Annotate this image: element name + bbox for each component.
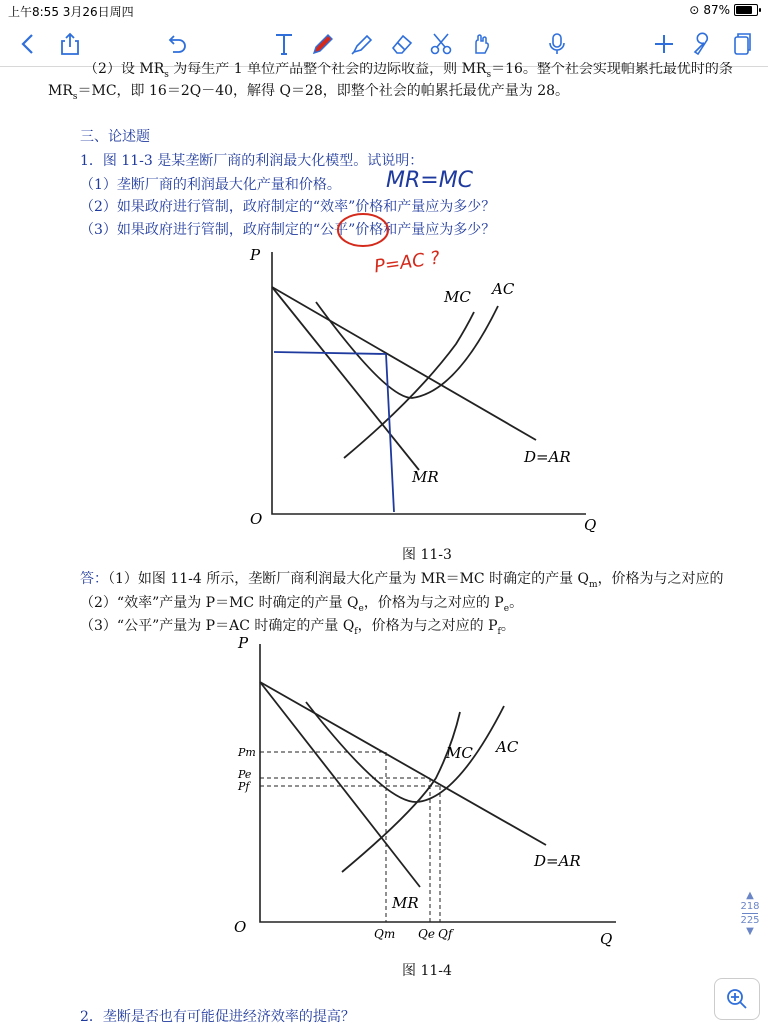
pages-icon[interactable] xyxy=(726,28,758,60)
zoom-button[interactable] xyxy=(714,978,760,1020)
text-tool-icon[interactable] xyxy=(268,28,300,60)
text-fragment: （2）“效率”产量为 P＝MC 时确定的产量 Q xyxy=(80,595,359,611)
y-axis-label: P xyxy=(238,634,249,652)
back-icon[interactable] xyxy=(12,28,44,60)
figure-11-4-caption: 图 11-4 xyxy=(402,963,452,979)
question-1: 1．图 11-3 是某垄断厂商的利润最大化模型。试说明： xyxy=(80,153,424,169)
wrench-icon[interactable] xyxy=(687,28,719,60)
scissors-icon[interactable] xyxy=(425,28,457,60)
text-fragment: ，价格为与之对应的 xyxy=(597,571,724,587)
pf-label: Pf xyxy=(238,780,250,793)
subscript: m xyxy=(589,579,598,590)
text-line xyxy=(84,62,733,80)
subscript: f xyxy=(497,626,501,637)
section-title: 三、论述题 xyxy=(80,129,150,145)
divider xyxy=(742,913,758,914)
question-1-part-2: （2）如果政府进行管制，政府制定的“效率”价格和产量应为多少？ xyxy=(80,199,496,215)
pen-icon[interactable] xyxy=(307,28,339,60)
text-line xyxy=(48,80,569,102)
mr-label: MR xyxy=(412,468,439,486)
answer-prefix: 答： xyxy=(80,571,108,587)
text-fragment: （2）设 MR xyxy=(84,62,165,77)
demand-label: D=AR xyxy=(524,448,571,466)
qe-label: Qe xyxy=(418,927,435,941)
zoom-in-icon xyxy=(725,987,749,1011)
ac-curve xyxy=(316,302,498,398)
question-1-part-3: （3）如果政府进行管制，政府制定的“公平”价格和产量应为多少？ xyxy=(80,222,496,238)
screen-lock-icon: ⊙ xyxy=(689,3,700,17)
subscript: s xyxy=(72,91,78,102)
x-axis-label: Q xyxy=(600,930,613,948)
page-up-icon[interactable]: ▲ xyxy=(746,890,754,901)
battery-fill xyxy=(736,6,752,14)
current-page: 218 xyxy=(740,901,760,912)
lasso-hand-icon[interactable] xyxy=(465,28,497,60)
text-fragment: ，价格为与之对应的 P xyxy=(357,618,498,634)
subscript: e xyxy=(503,603,510,614)
mc-label: MC xyxy=(444,288,471,306)
qf-label: Qf xyxy=(438,927,453,941)
add-icon[interactable] xyxy=(648,28,680,60)
handwritten-annotation-mr-mc: MR=MC xyxy=(386,168,474,193)
mr-curve xyxy=(260,682,420,887)
text-fragment: 。 xyxy=(500,618,515,634)
answer-part-1 xyxy=(80,568,724,590)
text-fragment: ＝16。整个社会实现帕累托最优时的条 xyxy=(491,62,733,77)
ac-label: AC xyxy=(496,738,519,756)
subscript: f xyxy=(354,626,358,637)
text-fragment: 。 xyxy=(509,595,524,611)
figure-11-4 xyxy=(224,632,624,952)
pe-label: Pe xyxy=(238,768,252,781)
highlighter-icon[interactable] xyxy=(346,28,378,60)
question-1-part-1: （1）垄断厂商的利润最大化产量和价格。 xyxy=(80,177,341,193)
figure-11-3 xyxy=(236,242,616,532)
figure-11-3-caption: 图 11-3 xyxy=(402,547,452,563)
status-right xyxy=(689,3,758,17)
pdf-page[interactable] xyxy=(0,62,768,1024)
subscript: s xyxy=(164,69,169,80)
mr-label: MR xyxy=(392,894,419,912)
handwritten-annotation-p-ac: P=AC ? xyxy=(372,247,442,278)
x-axis-label: Q xyxy=(584,516,597,532)
eraser-icon[interactable] xyxy=(386,28,418,60)
battery-percent: 87% xyxy=(703,3,730,17)
text-fragment: ＝MC，即 16＝2Q－40，解得 Q＝28，即整个社会的帕累托最优产量为 28。 xyxy=(77,83,570,99)
page-down-icon[interactable]: ▼ xyxy=(746,926,754,937)
text-fragment: （1）如图 11-4 所示，垄断厂商利润最大化产量为 MR＝MC 时确定的产量 Q xyxy=(108,571,590,587)
answer-part-2 xyxy=(80,592,523,614)
pm-label: Pm xyxy=(238,746,256,759)
ac-curve xyxy=(306,702,504,802)
text-fragment: 为每生产 1 单位产品整个社会的边际收益，则 MR xyxy=(168,62,487,77)
undo-icon[interactable] xyxy=(160,28,192,60)
status-bar xyxy=(0,0,768,20)
subscript: s xyxy=(486,69,492,80)
toolbar xyxy=(0,22,768,67)
total-pages: 225 xyxy=(740,915,760,926)
y-axis-label: P xyxy=(250,246,261,264)
status-time-date: 上午8:55 3月26日周四 xyxy=(8,5,134,19)
battery-icon xyxy=(734,4,758,16)
share-icon[interactable] xyxy=(54,28,86,60)
origin-label: O xyxy=(234,918,247,936)
mr-curve xyxy=(272,287,419,470)
qm-label: Qm xyxy=(374,927,396,941)
text-fragment: （3）“公平”产量为 P＝AC 时确定的产量 Q xyxy=(80,618,355,634)
microphone-icon[interactable] xyxy=(541,28,573,60)
subscript: e xyxy=(358,603,364,614)
mc-label: MC xyxy=(446,744,473,762)
origin-label: O xyxy=(250,510,263,528)
page-indicator[interactable] xyxy=(738,890,762,937)
question-2: 2．垄断是否也有可能促进经济效率的提高？ xyxy=(80,1009,355,1024)
text-fragment: MR xyxy=(48,83,73,99)
ac-label: AC xyxy=(492,280,515,298)
text-fragment: ，价格为与之对应的 P xyxy=(363,595,504,611)
demand-label: D=AR xyxy=(534,852,581,870)
mc-curve xyxy=(344,312,474,458)
